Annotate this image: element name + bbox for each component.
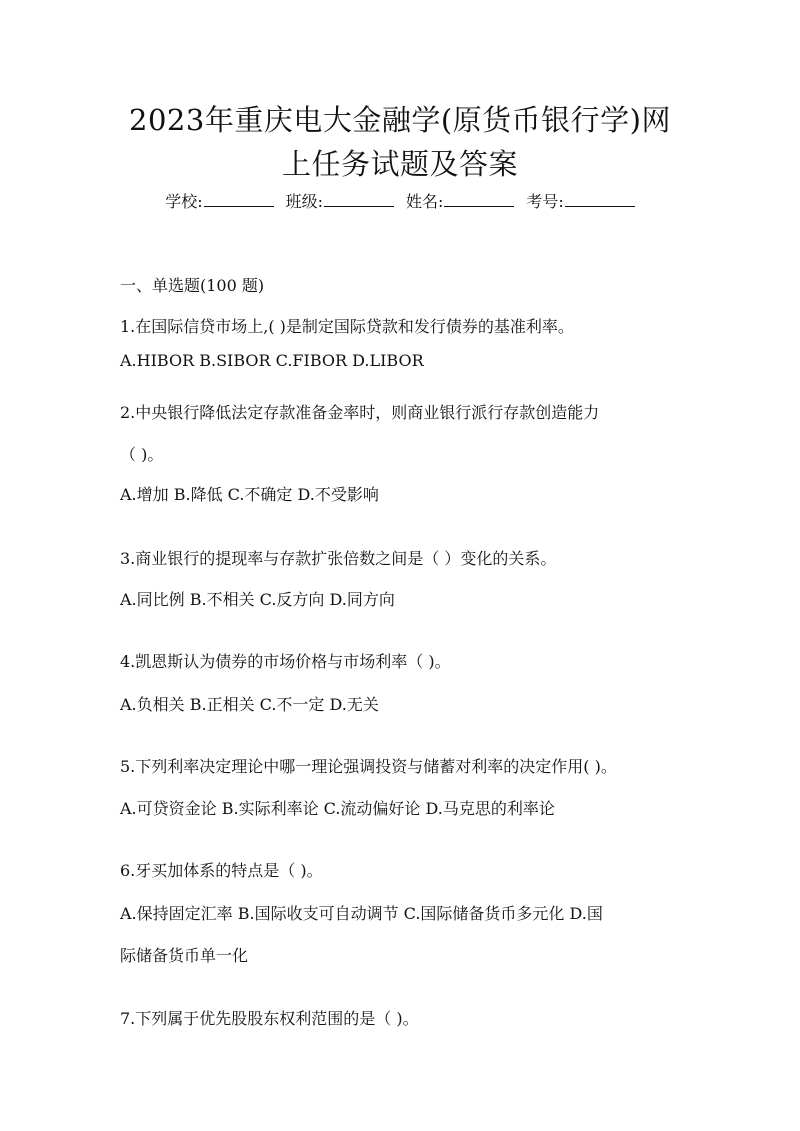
- question-6-stem: 6.牙买加体系的特点是（ )。: [120, 861, 323, 880]
- school-blank: [204, 188, 274, 207]
- class-label: 班级:: [285, 192, 323, 211]
- name-blank: [444, 188, 514, 207]
- question-7-stem: 7.下列属于优先股股东权利范围的是（ )。: [120, 1009, 419, 1028]
- question-4-options: A.负相关 B.正相关 C.不一定 D.无关: [120, 695, 379, 714]
- question-3-stem: 3.商业银行的提现率与存款扩张倍数之间是（ ）变化的关系。: [120, 549, 557, 568]
- question-2-stem-cont: （ )。: [120, 445, 164, 464]
- question-6-options: A.保持固定汇率 B.国际收支可自动调节 C.国际储备货币多元化 D.国: [120, 904, 603, 923]
- document-title-line1: 2023年重庆电大金融学(原货币银行学)网: [129, 103, 671, 137]
- question-5-options: A.可贷资金论 B.实际利率论 C.流动偏好论 D.马克思的利率论: [120, 799, 555, 818]
- question-1-options: A.HIBOR B.SIBOR C.FIBOR D.LIBOR: [120, 351, 424, 370]
- document-title-line2: 上任务试题及答案: [281, 147, 518, 181]
- question-6-options-cont: 际储备货币单一化: [120, 946, 249, 965]
- school-label: 学校:: [165, 192, 203, 211]
- class-blank: [324, 188, 394, 207]
- number-blank: [565, 188, 635, 207]
- question-3-options: A.同比例 B.不相关 C.反方向 D.同方向: [120, 590, 395, 609]
- student-info-line: [0, 188, 800, 215]
- question-5-stem: 5.下列利率决定理论中哪一理论强调投资与储蓄对利率的决定作用( )。: [120, 757, 617, 776]
- name-label: 姓名:: [406, 192, 444, 211]
- section-heading: 一、单选题(100 题): [120, 276, 265, 295]
- number-label: 考号:: [526, 192, 564, 211]
- question-2-stem: 2.中央银行降低法定存款准备金率时，则商业银行派行存款创造能力: [120, 403, 600, 422]
- school-field: [165, 192, 273, 211]
- name-field: [406, 192, 514, 211]
- number-field: [526, 192, 634, 211]
- class-field: [286, 192, 394, 211]
- question-1-stem: 1.在国际信贷市场上,( )是制定国际贷款和发行债券的基准利率。: [120, 317, 574, 336]
- question-2-options: A.增加 B.降低 C.不确定 D.不受影响: [120, 485, 379, 504]
- question-4-stem: 4.凯恩斯认为债券的市场价格与市场利率（ )。: [120, 652, 451, 671]
